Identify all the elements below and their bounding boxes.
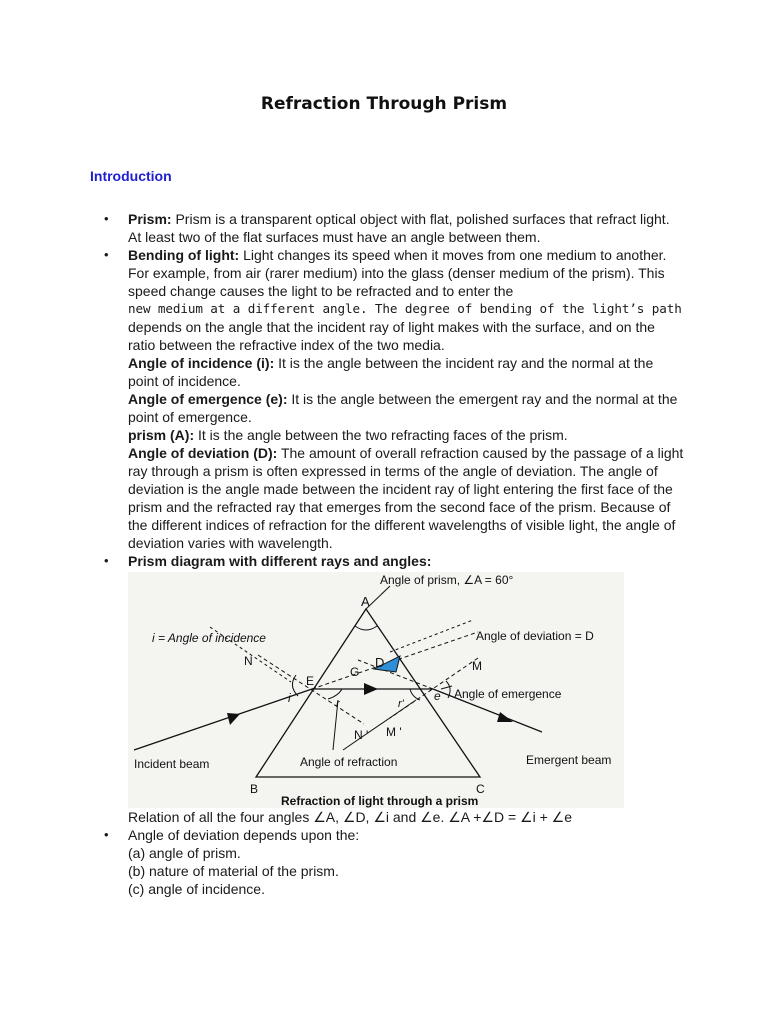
- label-incidence-definition: i = Angle of incidence: [152, 631, 266, 645]
- list-item-diagram: [104, 552, 684, 826]
- prism-text: Prism is a transparent optical object with flat, polished surfaces that refract light. At least two of the flat surfaces must have an angle between them.: [128, 211, 670, 245]
- incident-ray: [134, 689, 312, 750]
- label-e-point: E: [306, 674, 315, 688]
- deviation-text: The amount of overall refraction caused by the passage of a light ray through a prism is often expressed in terms of the angle of deviation. The angle of deviation is the angle made between the incident ray of light entering the first face of the prism and the refracted ray that emerges from the second face of the prism. Because of the different indices of refraction for the different wavelengths of visible light, the angle of deviation varies with wavelength.: [128, 445, 684, 551]
- emergence-definition: [128, 390, 684, 426]
- angle-r-arc: [328, 689, 342, 699]
- emergent-arrow: [497, 712, 513, 722]
- label-emergent-beam: Emergent beam: [526, 753, 612, 767]
- incident-arrow: [227, 713, 240, 725]
- depends-intro: • Angle of deviation depends upon the:: [128, 827, 360, 843]
- diagram-heading: Prism diagram with different rays and angles:: [128, 553, 432, 569]
- label-r-prime-angle: r': [398, 698, 404, 710]
- depends-item-b: (b) nature of material of the prism.: [128, 863, 339, 879]
- deviation-label: Angle of deviation (D):: [128, 445, 278, 461]
- bending-text-1: Light changes its speed when it moves from one medium to another. For example, from air (rarer medium) into the glass (denser medium of the prism). This speed change causes the light to be refracted and to enter the: [128, 247, 667, 299]
- label-i-angle: i: [288, 691, 291, 705]
- label-angle-of-refraction: Angle of refraction: [300, 755, 398, 769]
- label-angle-of-prism: Angle of prism, ∠A = 60°: [380, 573, 514, 587]
- figure-caption: Refraction of light through a prism: [281, 794, 479, 808]
- refraction-pointer-2: [343, 700, 416, 750]
- bending-text-2: depends on the angle that the incident ray of light makes with the surface, and on the ratio between the refractive index of the two media.: [128, 319, 655, 353]
- label-n: N: [244, 654, 253, 668]
- bullet-list: [104, 210, 684, 898]
- apex-angle-arc: [355, 626, 377, 630]
- deviation-pointer: [390, 620, 473, 652]
- depends-item-a: (a) angle of prism.: [128, 845, 241, 861]
- label-m: M: [472, 659, 482, 673]
- label-apex-a: A: [361, 594, 370, 609]
- incidence-label: Angle of incidence (i):: [128, 355, 275, 371]
- label-m-prime: M ': [386, 725, 402, 739]
- label-angle-of-deviation: Angle of deviation = D: [476, 629, 594, 643]
- relation-text: Relation of all the four angles ∠A, ∠D, ∠i and ∠e. ∠A +∠D = ∠i + ∠e: [128, 809, 573, 825]
- prism-label: Prism:: [128, 211, 172, 227]
- section-heading-introduction: Introduction: [90, 168, 172, 184]
- label-d: D: [375, 655, 385, 670]
- prism-angle-definition: [128, 426, 684, 444]
- label-n-prime: N ': [354, 728, 369, 742]
- label-angle-of-emergence: Angle of emergence: [454, 687, 562, 701]
- emergence-label: Angle of emergence (e):: [128, 391, 288, 407]
- emergence-text: It is the angle between the emergent ray and the normal at the point of emergence.: [128, 391, 678, 425]
- list-item-bending: [104, 246, 684, 552]
- prism-angle-text: It is the angle between the two refracting faces of the prism.: [194, 427, 568, 443]
- label-incident-beam: Incident beam: [134, 757, 210, 771]
- prism-diagram-svg: [128, 572, 624, 808]
- list-item-depends: [104, 826, 684, 898]
- depends-item-c: (c) angle of incidence.: [128, 881, 265, 897]
- label-e-angle: e: [434, 689, 441, 703]
- prism-angle-label: prism (A):: [128, 427, 195, 443]
- refracted-arrow: [364, 683, 378, 695]
- label-vertex-c: C: [476, 782, 485, 796]
- incidence-definition: [128, 354, 684, 390]
- prism-diagram: [128, 572, 624, 808]
- list-item-prism: [104, 210, 684, 246]
- incidence-text: It is the angle between the incident ray and the normal at the point of incidence.: [128, 355, 654, 389]
- deviation-definition: [128, 444, 684, 552]
- bending-text-mono: new medium at a different angle. The degree of bending of the light’s path: [128, 301, 682, 316]
- page-title: Refraction Through Prism: [260, 94, 508, 114]
- label-r-angle: r: [336, 698, 340, 710]
- label-vertex-b: B: [250, 782, 259, 796]
- bending-label: Bending of light:: [128, 247, 240, 263]
- content: [104, 210, 684, 898]
- label-g: G: [350, 665, 360, 679]
